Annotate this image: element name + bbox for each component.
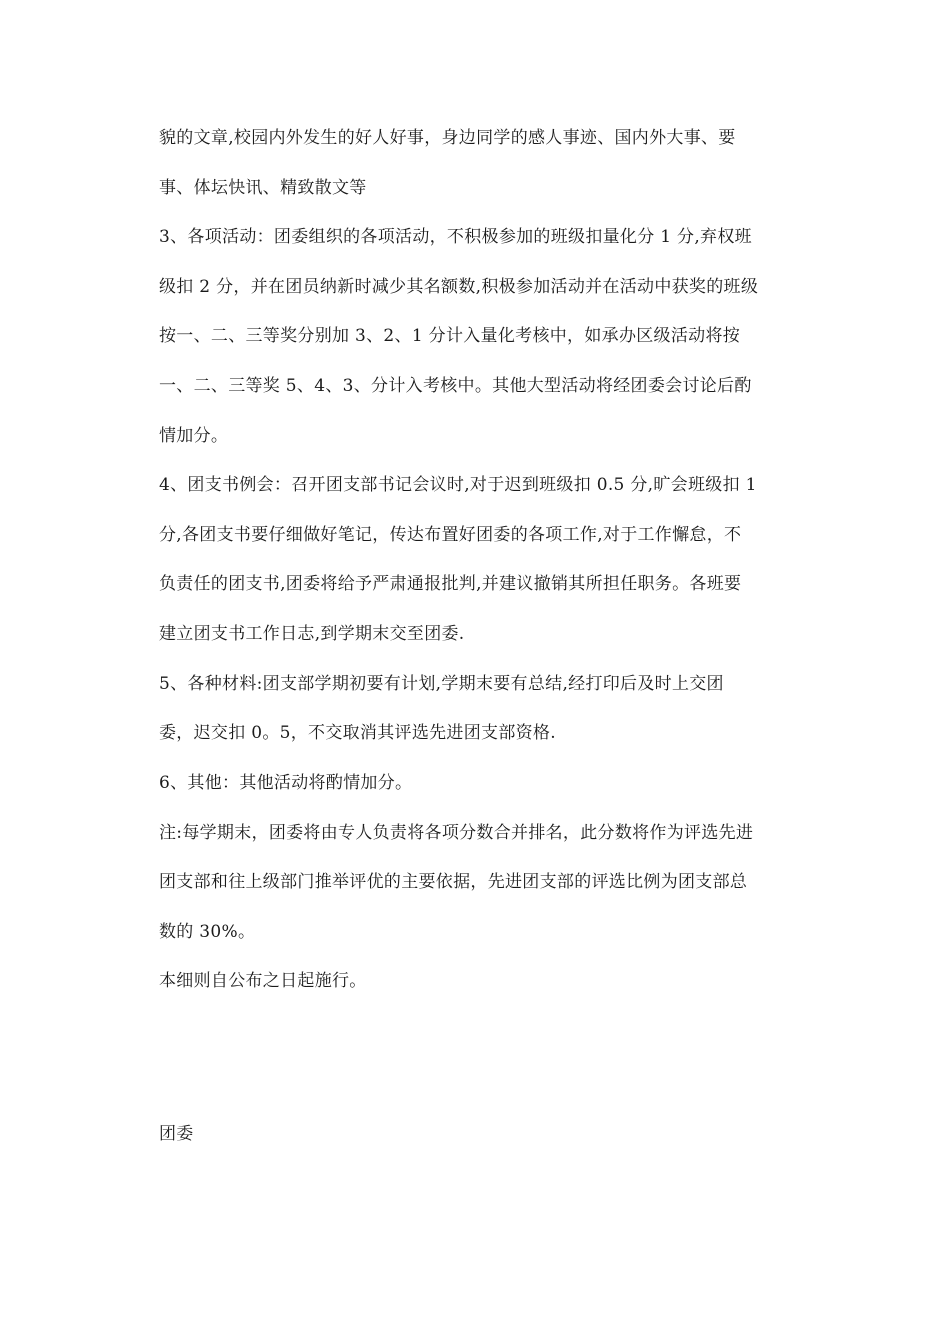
paragraph-line: 5、各种材料:团支部学期初要有计划,学期末要有总结,经打印后及时上交团 — [159, 674, 724, 694]
signature: 团委 — [159, 1124, 194, 1144]
paragraph-line: 事、体坛快讯、精致散文等 — [159, 178, 367, 198]
paragraph-line: 3、各项活动：团委组织的各项活动，不积极参加的班级扣量化分 1 分,弃权班 — [159, 227, 752, 247]
paragraph-line: 一、二、三等奖 5、4、3、分计入考核中。其他大型活动将经团委会讨论后酌 — [159, 376, 752, 396]
paragraph-line: 貌的文章,校园内外发生的好人好事，身边同学的感人事迹、国内外大事、要 — [159, 128, 736, 148]
paragraph-line: 情加分。 — [159, 426, 229, 446]
paragraph-line: 注:每学期末，团委将由专人负责将各项分数合并排名，此分数将作为评选先进 — [159, 823, 754, 843]
paragraph-line: 建立团支书工作日志,到学期末交至团委. — [159, 624, 465, 644]
paragraph-line: 数的 30%。 — [159, 922, 256, 942]
paragraph-line: 分,各团支书要仔细做好笔记，传达布置好团委的各项工作,对于工作懈怠，不 — [159, 525, 742, 545]
paragraph-line: 负责任的团支书,团委将给予严肃通报批判,并建议撤销其所担任职务。各班要 — [159, 574, 742, 594]
paragraph-line: 4、团支书例会：召开团支部书记会议时,对于迟到班级扣 0.5 分,旷会班级扣 1 — [159, 475, 757, 495]
paragraph-line: 级扣 2 分，并在团员纳新时减少其名额数,积极参加活动并在活动中获奖的班级 — [159, 277, 759, 297]
paragraph-line: 按一、二、三等奖分别加 3、2、1 分计入量化考核中，如承办区级活动将按 — [159, 326, 741, 346]
paragraph-line: 委，迟交扣 0。5，不交取消其评选先进团支部资格. — [159, 723, 556, 743]
paragraph-line: 本细则自公布之日起施行。 — [159, 971, 367, 991]
paragraph-line: 团支部和往上级部门推举评优的主要依据，先进团支部的评选比例为团支部总 — [159, 872, 748, 892]
paragraph-line: 6、其他：其他活动将酌情加分。 — [159, 773, 413, 793]
